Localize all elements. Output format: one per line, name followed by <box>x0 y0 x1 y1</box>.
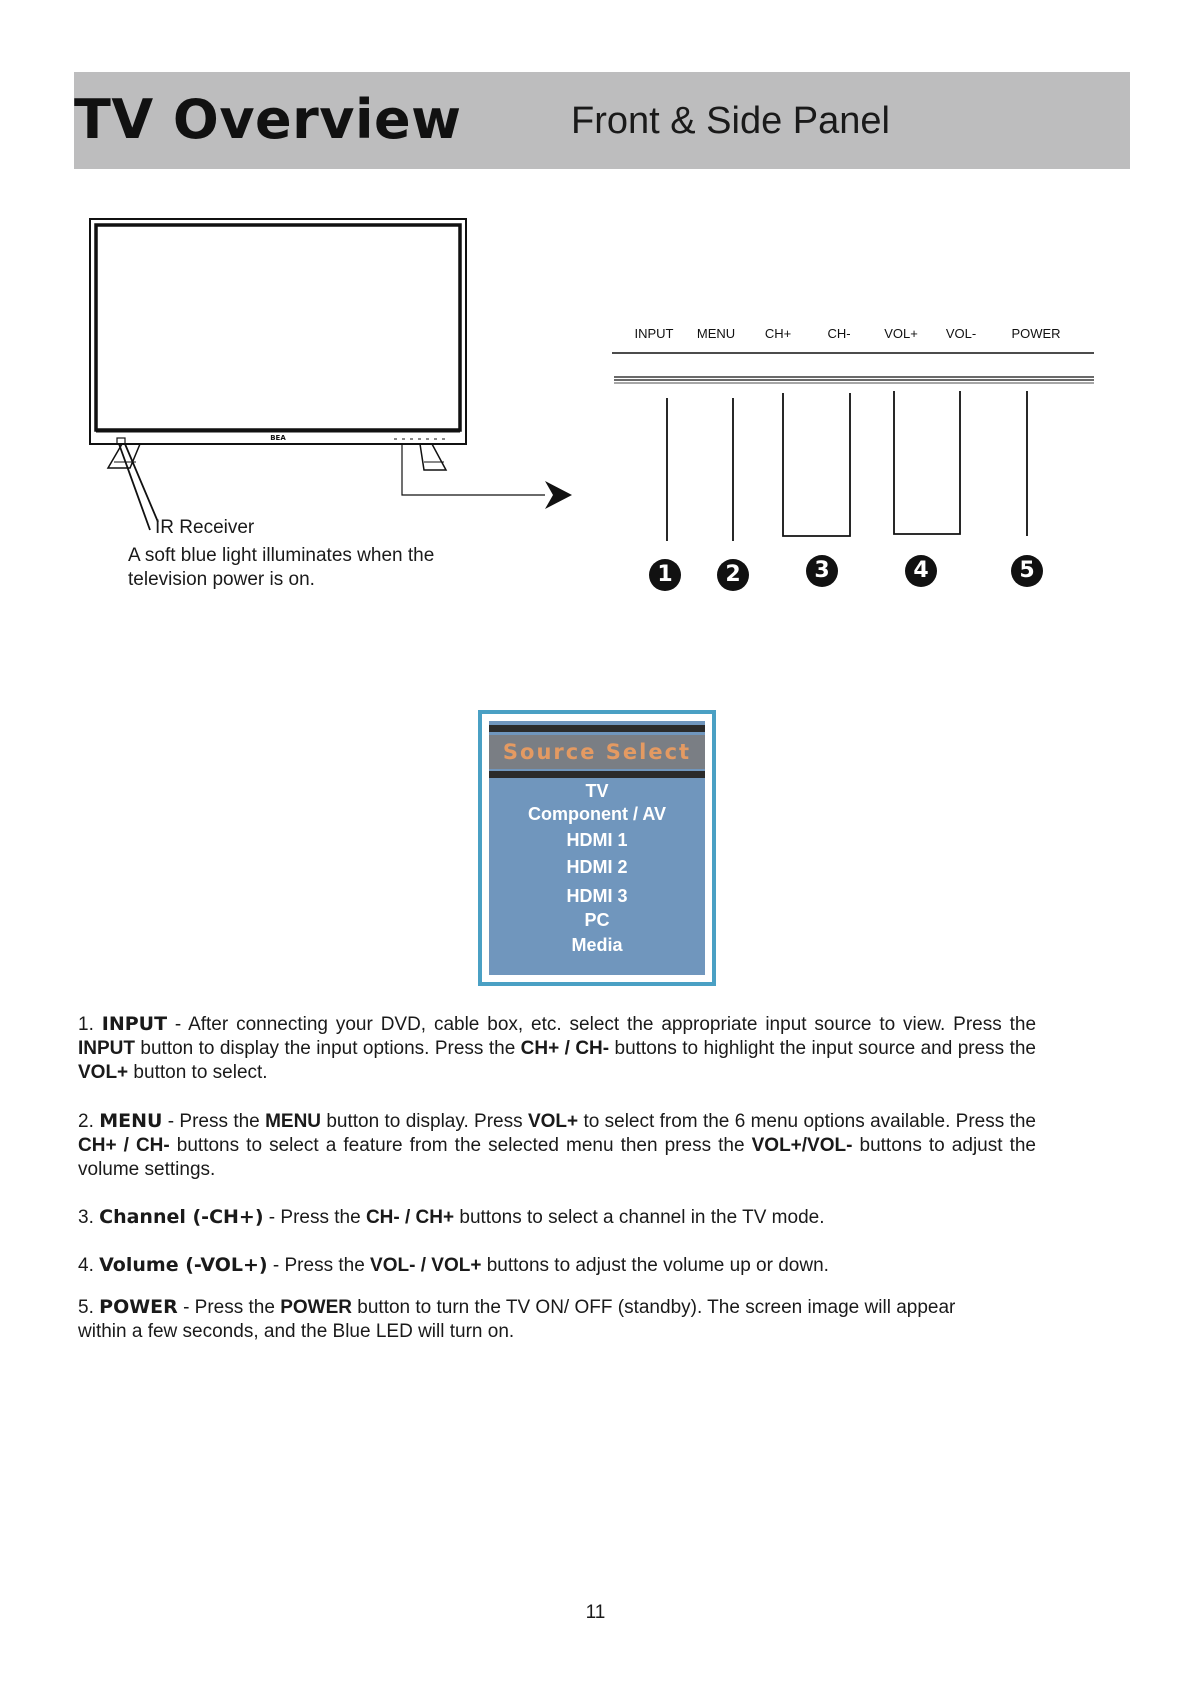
desc-input: 1. INPUT - After connecting your DVD, cable box, etc. select the appropriate input source to view. Press the INPUT button to display the input options. Press the CH+ / CH- buttons to highlight the input source and press the VOL+ button to select. <box>78 1013 1037 1083</box>
desc-key: INPUT <box>101 1013 168 1035</box>
desc-number: 2. <box>78 1111 94 1132</box>
page-number: 11 <box>585 1602 606 1623</box>
button-label-input: INPUT <box>634 326 674 341</box>
callout-3: 3 <box>806 555 838 587</box>
menu-item-hdmi1[interactable]: HDMI 1 <box>566 830 628 850</box>
source-select-menu <box>478 710 716 986</box>
desc-menu: 2. MENU - Press the MENU button to display. Press VOL+ to select from the 6 menu options available. Press the CH+ / CH- buttons to select a feature from the selected menu then press the VOL+/VOL- buttons to adjust the volume settings. <box>78 1110 1036 1180</box>
menu-divider <box>489 725 705 732</box>
menu-item-component-av[interactable]: Component / AV <box>528 804 666 824</box>
desc-number: 1. <box>78 1014 94 1035</box>
menu-item-hdmi3[interactable]: HDMI 3 <box>566 886 628 906</box>
button-label-vol-minus: VOL- <box>945 326 977 341</box>
page-title: TV Overview <box>74 88 462 151</box>
desc-key: Volume (-VOL+) <box>99 1254 268 1276</box>
desc-key: POWER <box>99 1296 178 1318</box>
callout-2: 2 <box>717 559 749 591</box>
menu-divider <box>489 771 705 778</box>
button-label-vol-plus: VOL+ <box>884 326 918 341</box>
tv-front-illustration <box>90 219 545 530</box>
button-label-ch-minus: CH- <box>827 326 851 341</box>
button-label-power: POWER <box>1011 326 1061 341</box>
desc-key: Channel (-CH+) <box>99 1206 264 1228</box>
desc-power: 5. POWER - Press the POWER button to turn the TV ON/ OFF (standby). The screen image will appear within a few seconds, and the Blue LED will turn on. <box>78 1296 956 1342</box>
arrow-head-icon <box>545 481 572 509</box>
menu-item-pc[interactable]: PC <box>584 910 610 930</box>
callout-1: 1 <box>649 559 681 591</box>
ir-receiver-label: IR Receiver <box>155 517 255 538</box>
desc-number: 3. <box>78 1207 94 1228</box>
menu-item-tv[interactable]: TV <box>585 781 609 801</box>
button-label-menu: MENU <box>696 326 736 341</box>
callout-4: 4 <box>905 555 937 587</box>
desc-volume: 4. Volume (-VOL+) - Press the VOL- / VOL+ buttons to adjust the volume up or down. <box>78 1254 829 1276</box>
desc-number: 4. <box>78 1255 94 1276</box>
brand-mark: BEA <box>270 434 286 442</box>
ir-receiver-desc-line2: television power is on. <box>128 569 315 590</box>
menu-item-media[interactable]: Media <box>571 935 623 955</box>
callout-5: 5 <box>1011 555 1043 587</box>
desc-key: MENU <box>99 1110 163 1132</box>
page-subtitle: Front & Side Panel <box>571 100 890 142</box>
desc-channel: 3. Channel (-CH+) - Press the CH- / CH+ buttons to select a channel in the TV mode. <box>78 1206 825 1228</box>
side-panel-illustration <box>612 353 1094 541</box>
button-label-ch-plus: CH+ <box>764 326 792 341</box>
menu-item-hdmi2[interactable]: HDMI 2 <box>566 857 628 877</box>
menu-title: Source Select <box>489 735 705 769</box>
ir-receiver-desc-line1: A soft blue light illuminates when the <box>128 545 435 566</box>
menu-panel <box>489 721 705 975</box>
desc-number: 5. <box>78 1297 94 1318</box>
